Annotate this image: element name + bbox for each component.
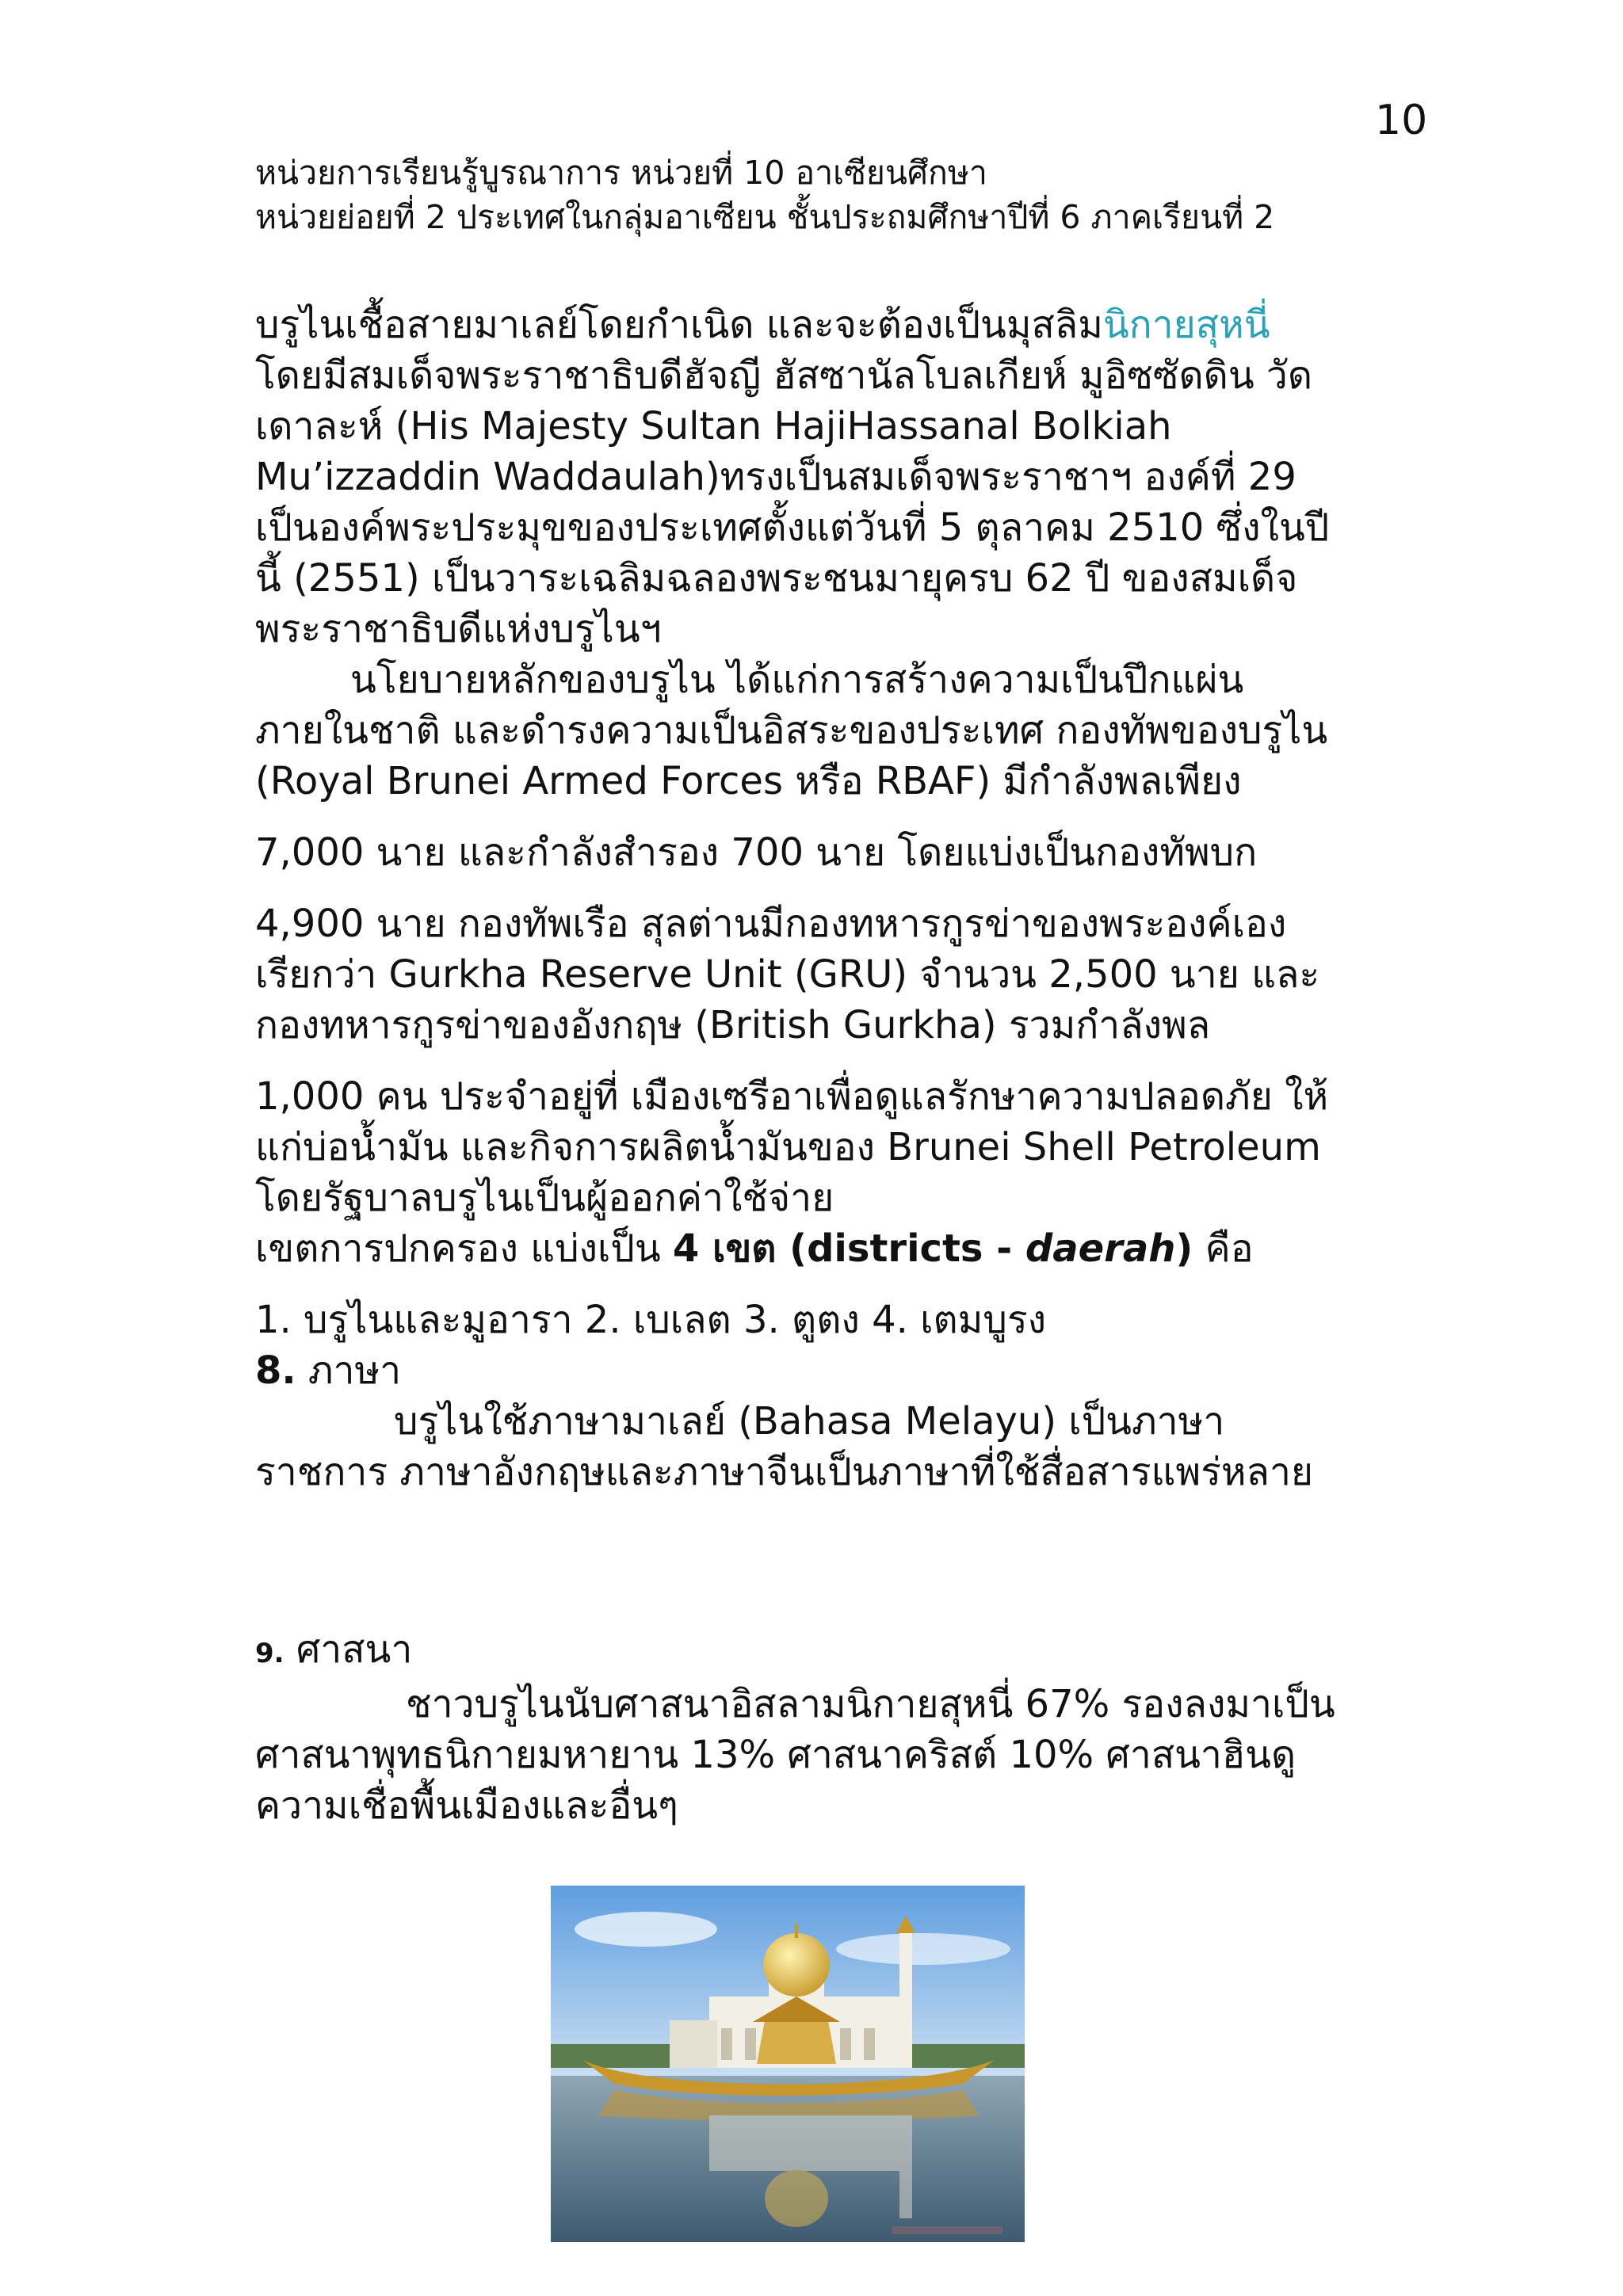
policy-line: 4,900 นาย กองทัพเรือ สุลต่านมีกองทหารกูรข่าของพระองค์เอง <box>255 902 1287 946</box>
intro-line: โดยมีสมเด็จพระราชาธิบดีฮัจญี ฮัสซานัลโบลเกียห์ มูอิซซัดดิน วัด <box>255 353 1313 398</box>
intro-line <box>255 299 1444 350</box>
language-line: ราชการ ภาษาอังกฤษและภาษาจีนเป็นภาษาที่ใช้สื่อสารแพร่หลาย <box>255 1450 1314 1494</box>
districts-term: daerah <box>1025 1226 1176 1271</box>
intro-line: Mu’izzaddin Waddaulah)ทรงเป็นสมเด็จพระราชาฯ องค์ที่ 29 <box>255 455 1296 499</box>
religion-line: ความเชื่อพื้นเมืองและอื่นๆ <box>255 1783 678 1828</box>
districts-prefix: เขตการปกครอง แบ่งเป็น <box>255 1226 673 1271</box>
districts-open: (districts - <box>776 1226 1025 1271</box>
districts-suffix: คือ <box>1193 1226 1254 1271</box>
header-subunit-line: หน่วยย่อยที่ 2 ประเทศในกลุ่มอาเซียน ชั้นประถมศึกษาปีที่ 6 ภาคเรียนที่ 2 <box>255 198 1275 236</box>
sunni-link[interactable]: นิกายสุหนี่ <box>1102 303 1270 347</box>
districts-line <box>255 1223 1444 1274</box>
mosque-photo <box>551 1886 1025 2242</box>
intro-line: เป็นองค์พระประมุขของประเทศตั้งแต่วันที่ 5 ตุลาคม 2510 ซึ่งในปี <box>255 505 1330 550</box>
intro-line: นี้ (2551) เป็นวาระเฉลิมฉลองพระชนมายุครบ 62 ปี ของสมเด็จ <box>255 556 1298 601</box>
barge-pavilion <box>757 2020 836 2064</box>
policy-line: (Royal Brunei Armed Forces หรือ RBAF) มีกำลังพลเพียง <box>255 759 1242 803</box>
religion-line: ชาวบรูไนนับศาสนาอิสลามนิกายสุหนี่ 67% รองลงมาเป็น <box>406 1682 1335 1726</box>
religion-heading-number: 9. <box>255 1638 285 1669</box>
watermark-strip <box>892 2226 1002 2234</box>
dome-spire <box>795 1924 798 1938</box>
mosque-illustration <box>551 1886 1025 2242</box>
intro-line: เดาละห์ (His Majesty Sultan HajiHassanal Bolkiah <box>255 404 1172 448</box>
districts-close: ) <box>1175 1226 1193 1271</box>
intro-text: บรูไนเชื้อสายมาเลย์โดยกำเนิด และจะต้องเป็นมุสลิม <box>255 303 1103 347</box>
religion-heading <box>255 1624 1444 1679</box>
minaret <box>899 1933 912 2068</box>
policy-line: 7,000 นาย และกำลังสำรอง 700 นาย โดยแบ่งเป็นกองทัพบก <box>255 830 1258 875</box>
religion-line: ศาสนาพุทธนิกายมหายาน 13% ศาสนาคริสต์ 10% ศาสนาฮินดู <box>255 1733 1296 1777</box>
policy-line: 1,000 คน ประจำอยู่ที่ เมืองเซรีอาเพื่อดูแลรักษาความปลอดภัย ให้ <box>255 1074 1329 1119</box>
cloud <box>836 1933 1010 1965</box>
policy-line: แก่บ่อน้ำมัน และกิจการผลิตน้ำมันของ Brunei Shell Petroleum <box>255 1125 1321 1169</box>
page-number: 10 <box>1375 97 1428 144</box>
cloud <box>575 1912 717 1947</box>
policy-line: นโยบายหลักของบรูไน ได้แก่การสร้างความเป็นปึกแผ่น <box>350 658 1244 702</box>
districts-count: 4 เขต <box>672 1226 777 1271</box>
language-heading-number: 8. <box>255 1348 296 1393</box>
policy-line: ภายในชาติ และดำรงความเป็นอิสระของประเทศ กองทัพของบรูไน <box>255 708 1328 753</box>
policy-line: กองทหารกูรข่าของอังกฤษ (British Gurkha) รวมกำลังพล <box>255 1003 1211 1047</box>
language-heading-text: ภาษา <box>296 1348 402 1393</box>
body-text <box>255 299 1444 1831</box>
document-header <box>255 151 1274 239</box>
mosque-wing <box>670 2020 717 2068</box>
intro-line: พระราชาธิบดีแห่งบรูไนฯ <box>255 607 662 651</box>
language-heading <box>255 1345 1444 1396</box>
religion-heading-text: ศาสนา <box>284 1627 413 1672</box>
language-line: บรูไนใช้ภาษามาเลย์ (Bahasa Melayu) เป็นภาษา <box>394 1399 1225 1444</box>
policy-line: เรียกว่า Gurkha Reserve Unit (GRU) จำนวน 2,500 นาย และ <box>255 952 1320 997</box>
policy-line: โดยรัฐบาลบรูไนเป็นผู้ออกค่าใช้จ่าย <box>255 1176 834 1220</box>
districts-list: 1. บรูไนและมูอารา 2. เบเลต 3. ตูตง 4. เตมบูรง <box>255 1298 1047 1342</box>
header-unit-line: หน่วยการเรียนรู้บูรณาการ หน่วยที่ 10 อาเซียนศึกษา <box>255 154 987 192</box>
golden-dome <box>763 1933 830 1997</box>
